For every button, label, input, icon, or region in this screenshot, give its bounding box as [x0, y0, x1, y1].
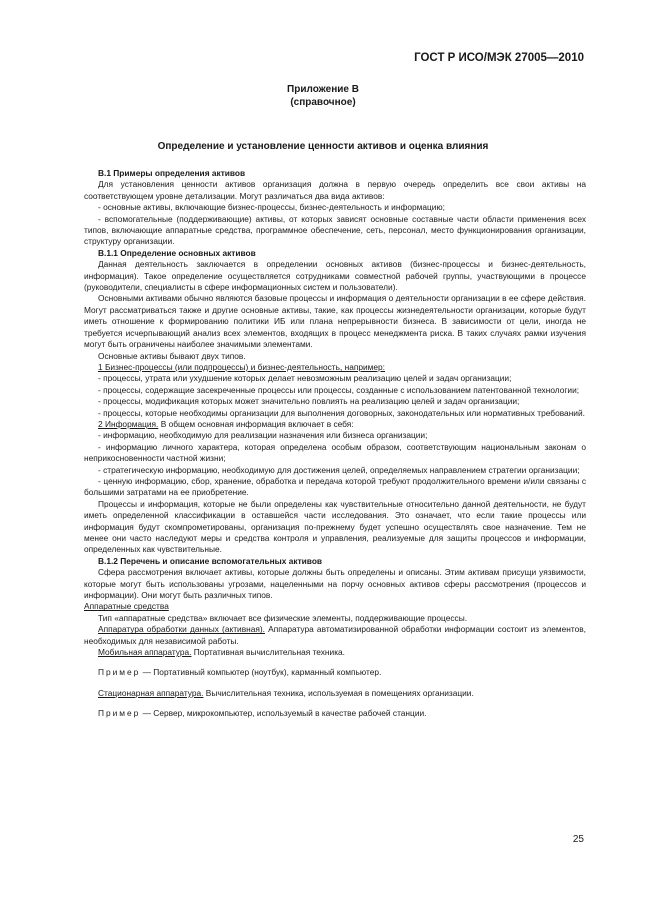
- main-title: Определение и установление ценности активов и оценка влияния: [157, 141, 489, 152]
- list-item: - информацию, необходимую для реализации назначения или бизнеса организации;: [98, 430, 428, 441]
- list-item: - процессы, модификация которых может значительно повлиять на реализацию целей и задач организации;: [98, 396, 520, 407]
- underlined-text: Стационарная аппаратура.: [98, 687, 204, 698]
- type-heading-information: [84, 419, 586, 430]
- underlined-text: Аппаратные средства: [84, 601, 169, 612]
- section-heading-b1: В.1 Примеры определения активов: [98, 168, 246, 178]
- section-heading-b11: В.1.1 Определение основных активов: [98, 247, 256, 258]
- paragraph: Основные активы бывают двух типов.: [98, 350, 246, 361]
- document-body: [84, 168, 586, 720]
- example-note: [84, 708, 586, 719]
- standard-header: ГОСТ Р ИСО/МЭК 27005—2010: [414, 52, 584, 64]
- paragraph: [84, 647, 586, 658]
- example-text: — Сервер, микрокомпьютер, используемый в качестве рабочей станции.: [140, 708, 427, 719]
- paragraph: Тип «аппаратные средства» включает все физические элементы, поддерживающие процессы.: [98, 612, 468, 623]
- annex-title: Приложение В: [287, 84, 359, 95]
- paragraph-text: Аппаратура автоматизированной обработки информации состоит из элементов, необходимых для независимой работы.: [84, 624, 586, 646]
- paragraph: Процессы и информация, которые не были определены как чувствительные относительно данной деятельности, не будут иметь определенной классификации в оставшейся части исследования. Это означает, что если такие процессы или информация будут скомпрометированы, организация по-прежнему будет успешно осуществлять свое назначение. Тем не менее они часто наследуют меры и средства контроля и управления, реализуемые для защиты процессов и информации, определенных как чувствительные.: [84, 498, 586, 555]
- type-heading-business: [84, 362, 586, 373]
- underlined-text: Мобильная аппаратура.: [98, 647, 192, 658]
- paragraph: Основными активами обычно являются базовые процессы и информация о деятельности организации в ее сфере действия. Могут рассматриваться также и другие основные активы, такие, как процессы жизнедеятельности организации, которые будут иметь отношение к формированию политики ИБ или плана непрерывности бизнеса. В зависимости от цели, иногда не требуется исчерпывающий анализ всех элементов, входящих в процесс менеджмента риска. В таких случаях рамки изучения могут быть ограничены наиболее значимыми элементами.: [84, 293, 586, 350]
- example-note: [84, 667, 586, 678]
- paragraph-text: Вычислительная техника, используемая в помещениях организации.: [203, 687, 474, 698]
- annex-subtitle: (справочное): [290, 97, 356, 108]
- underlined-text: 2 Информация.: [98, 418, 159, 429]
- list-item: - основные активы, включающие бизнес-процессы, бизнес-деятельность и информацию;: [98, 202, 445, 213]
- annex-heading: [0, 83, 646, 109]
- list-item: - информацию личного характера, которая определена особым образом, соответствующим национальным законам о неприкосновенности частной жизни;: [84, 441, 586, 464]
- paragraph-text: В общем основная информация включает в себя:: [158, 418, 354, 429]
- list-item: - процессы, содержащие засекреченные процессы или процессы, созданные с использованием патентованной технологии;: [98, 384, 580, 395]
- list-item: - процессы, утрата или ухудшение которых делает невозможным реализацию целей и задач организации;: [98, 373, 512, 384]
- list-item: - стратегическую информацию, необходимую для достижения целей, определяемых направлением стратегии организации;: [98, 464, 580, 475]
- underlined-text: Аппаратура обработки данных (активная).: [98, 624, 265, 635]
- page-number: 25: [572, 834, 584, 845]
- subheading-hardware: [84, 601, 586, 612]
- list-item: - процессы, которые необходимы организации для выполнения договорных, законодательных или нормативных требований.: [98, 407, 585, 418]
- example-text: — Портативный компьютер (ноутбук), карманный компьютер.: [140, 667, 382, 678]
- paragraph: Для установления ценности активов организация должна в первую очередь определить все свои активы на соответствующем уровне детализации. Могут различаться два вида активов:: [84, 179, 586, 201]
- paragraph: [84, 688, 586, 699]
- list-item: - ценную информацию, сбор, хранение, обработка и передача которой требуют продолжительного времени и/или связаны с большими затратами на ее приобретение.: [84, 475, 586, 498]
- section-heading-b12: В.1.2 Перечень и описание вспомогательных активов: [98, 555, 323, 566]
- paragraph: Сфера рассмотрения включает активы, которые должны быть определены и описаны. Этим активам присущи уязвимости, которые могут быть использованы угрозами, нацеленными на порчу основных активов сферы рассмотрения (процессов и информации). Они могут быть различных типов.: [84, 567, 586, 601]
- paragraph: Данная деятельность заключается в определении основных активов (бизнес-процессы и бизнес-деятельность, информация). Такое определение осуществляется сотрудниками совместной рабочей группы, участвующими в процессе (руководители, специалисты в сфере информационных систем и пользователи).: [84, 259, 586, 293]
- example-label: Пример: [98, 667, 141, 678]
- paragraph: [84, 624, 586, 647]
- example-label: Пример: [98, 708, 141, 719]
- list-item: - вспомогательные (поддерживающие) активы, от которых зависят основные составные части области применения всех типов, включающие аппаратные средства, программное обеспечение, сеть, персонал, место функционирования организации, структуру организации.: [84, 213, 586, 247]
- paragraph-text: Портативная вычислительная техника.: [191, 647, 345, 658]
- underlined-text: 1 Бизнес-процессы (или подпроцессы) и бизнес-деятельность, например:: [98, 361, 385, 372]
